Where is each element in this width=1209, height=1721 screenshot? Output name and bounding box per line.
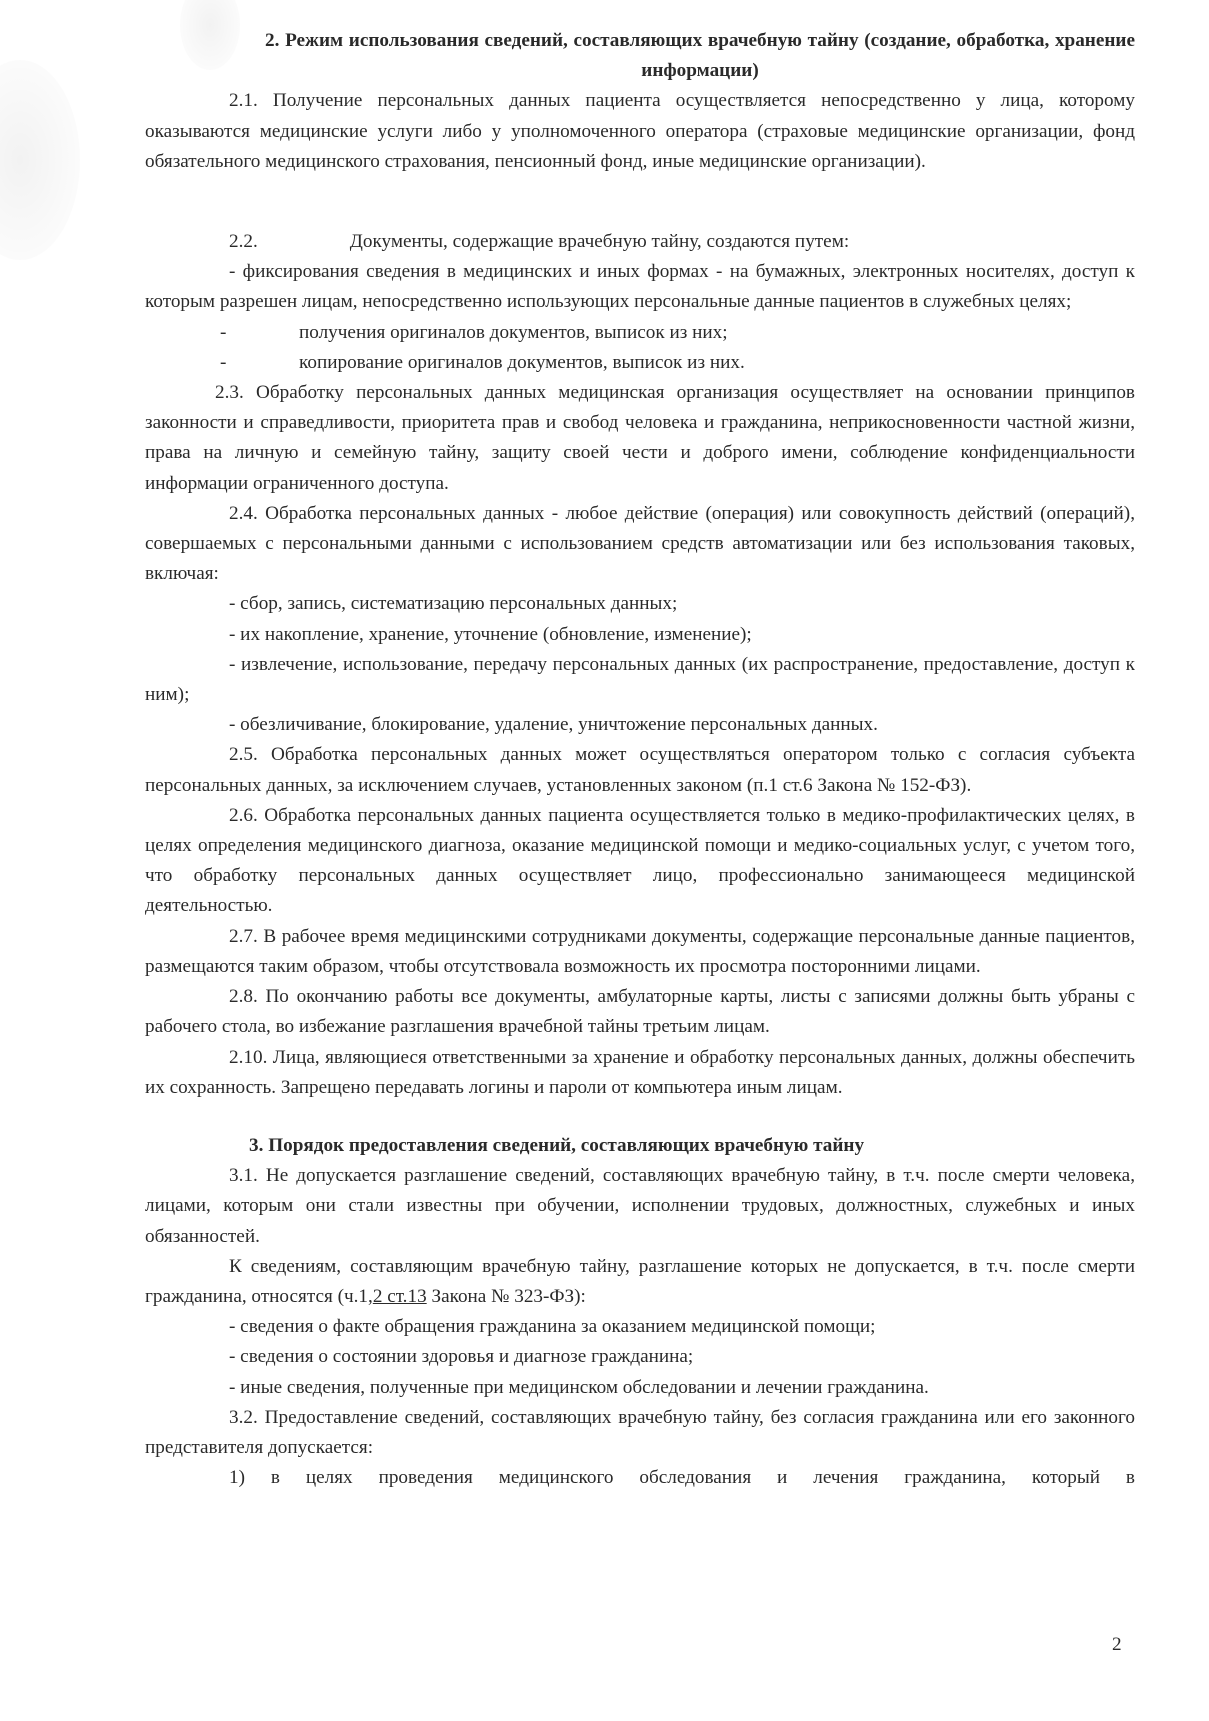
paragraph-2-3: 2.3. Обработку персональных данных медицинская организация осуществляет на основании принципов законности и справедливости, приоритета прав и свобод человека и гражданина, неприкосновенности частной жизни, права на личную и семейную тайну, защиту своей чести и доброго имени, соблюдение конфиденциальности информации ограниченного доступа.: [145, 382, 1135, 494]
paragraph-2-2-dash-item: [145, 318, 1135, 348]
paragraph-2-10: 2.10. Лица, являющиеся ответственными за хранение и обработку персональных данных, должны обеспечить их сохранность. Запрещено передавать логины и пароли от компьютера иным лицам.: [145, 1046, 1135, 1098]
paragraph-3-1-item: - сведения о факте обращения гражданина за оказанием медицинской помощи;: [229, 1316, 876, 1338]
dash-item-text: получения оригиналов документов, выписок из них;: [299, 321, 728, 343]
paragraph-2-2-text: Документы, содержащие врачебную тайну, создаются путем:: [349, 231, 850, 253]
paragraph-2-8: 2.8. По окончанию работы все документы, амбулаторные карты, листы с записями должны быть убраны с рабочего стола, во избежание разглашения врачебной тайны третьим лицам.: [145, 986, 1135, 1038]
paragraph-3-1b-tail: Закона № 323-ФЗ):: [426, 1285, 586, 1307]
page-number: 2: [1112, 1634, 1122, 1655]
paragraph-3-1: 3.1. Не допускается разглашение сведений, составляющих врачебную тайну, в т.ч. после смерти человека, лицами, которым они стали известны при обучении, исполнении трудовых, должностных, служебных и иных обязанностей.: [145, 1165, 1135, 1247]
paragraph-2-4-item: - обезличивание, блокирование, удаление, уничтожение персональных данных.: [229, 714, 878, 736]
paragraph-2-7: 2.7. В рабочее время медицинскими сотрудниками документы, содержащие персональные данные пациентов, размещаются таким образом, чтобы отсутствовала возможность их просмотра посторонними лицами.: [145, 925, 1135, 977]
paragraph-3-2: 3.2. Предоставление сведений, составляющих врачебную тайну, без согласия гражданина или его законного представителя допускается:: [145, 1406, 1135, 1458]
section-2-title: 2. Режим использования сведений, составляющих врачебную тайну (создание, обработка, хранение информации): [265, 30, 1135, 82]
document-page: [145, 26, 1135, 1493]
paragraph-3-2-item-1: 1) в целях проведения медицинского обследования и лечения гражданина, который в: [229, 1467, 1135, 1489]
paragraph-2-2: [145, 227, 1135, 257]
paragraph-3-1b-text: К сведениям, составляющим врачебную тайну, разглашение которых не допускается, в т.ч. после смерти гражданина, относятся (ч.1,: [145, 1255, 1135, 1307]
paragraph-2-2-item: - фиксирования сведения в медицинских и иных формах - на бумажных, электронных носителях, доступ к которым разрешен лицам, непосредственно использующих персональные данные пациентов в служебных целях;: [145, 261, 1135, 313]
paragraph-3-1-item: - иные сведения, полученные при медицинском обследовании и лечении гражданина.: [229, 1376, 929, 1398]
paragraph-2-5: 2.5. Обработка персональных данных может осуществляться оператором только с согласия субъекта персональных данных, за исключением случаев, установленных законом (п.1 ст.6 Закона № 152-ФЗ).: [145, 744, 1135, 796]
paragraph-2-1: 2.1. Получение персональных данных пациента осуществляется непосредственно у лица, которому оказываются медицинские услуги либо у уполномоченного оператора (страховые медицинские организации, фонд обязательного медицинского страхования, пенсионный фонд, иные медицинские организации).: [145, 90, 1135, 172]
section-3-title: 3. Порядок предоставления сведений, составляющих врачебную тайну: [249, 1134, 865, 1156]
paragraph-3-1b: [145, 1252, 1135, 1312]
paragraph-2-6: 2.6. Обработка персональных данных пациента осуществляется только в медико-профилактических целях, в целях определения медицинского диагноза, оказание медицинской помощи и медико-социальных услуг, с учетом того, что обработку персональных данных осуществляет лицо, профессионально занимающееся медицинской деятельностью.: [145, 804, 1135, 917]
dash-item-text: копирование оригиналов документов, выписок из них.: [299, 351, 745, 373]
paragraph-2-2-number: 2.2.: [229, 231, 258, 253]
paragraph-2-4-item: - сбор, запись, систематизацию персональных данных;: [229, 593, 678, 615]
paragraph-2-4-item: - их накопление, хранение, уточнение (обновление, изменение);: [229, 623, 752, 645]
paragraph-3-1-item: - сведения о состоянии здоровья и диагнозе гражданина;: [229, 1346, 694, 1368]
paragraph-2-2-dash-item: [145, 348, 1135, 378]
paragraph-2-4-item: - извлечение, использование, передачу персональных данных (их распространение, предоставление, доступ к ним);: [145, 653, 1135, 706]
law-reference-link[interactable]: 2 ст.13: [372, 1285, 427, 1307]
dash-marker: -: [220, 351, 227, 373]
paragraph-2-4: 2.4. Обработка персональных данных - любое действие (операция) или совокупность действий (операций), совершаемых с персональными данными с использованием средств автоматизации или без использования таковых, включая:: [145, 502, 1135, 585]
dash-marker: -: [220, 321, 227, 343]
